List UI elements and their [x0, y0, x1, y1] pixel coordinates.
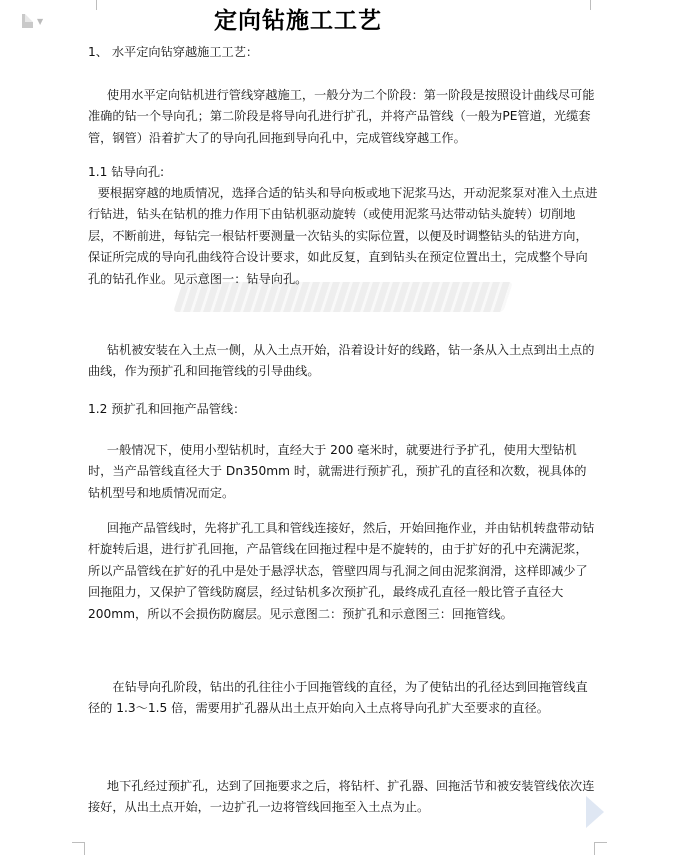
- paragraph: 回拖产品管线时，先将扩孔工具和管线连接好，然后，开始回拖作业，并由钻机转盘带动钻杆旋转后退，进行扩孔回拖，产品管线在回拖过程中是不旋转的，由于扩好的孔中充满泥浆，所以产品管线在扩好的孔中是处于悬浮状态，管壁四周与孔洞之间由泥浆润滑，这样即减少了回拖阻力，又保护了管线防腐层，经过钻机多次预扩孔，最终成孔直径一般比管子直径大 200mm，所以不会损伤防腐层。见示意图二：预扩孔和示意图三：回拖管线。: [88, 521, 595, 621]
- paragraph: 钻机被安装在入土点一侧，从入土点开始，沿着设计好的线路，钻一条从入土点到出土点的曲线，作为预扩孔和回拖管线的引导曲线。: [88, 343, 595, 379]
- document-menu[interactable]: [22, 14, 43, 28]
- paragraph: 地下孔经过预扩孔，达到了回拖要求之后，将钻杆、扩孔器、回拖活节和被安装管线依次连接好，从出土点开始，一边扩孔一边将管线回拖至入土点为止。: [88, 779, 595, 815]
- section-heading: 1.2 预扩孔和回拖产品管线：: [88, 402, 246, 416]
- document-icon: [22, 14, 33, 28]
- page-corner-mark: [594, 842, 607, 855]
- page-title: 定向钻施工工艺: [214, 8, 382, 34]
- paragraph: 要根据穿越的地质情况，选择合适的钻头和导向板或地下泥浆马达，开动泥浆泵对准入土点进行钻进，钻头在钻机的推力作用下由钻机驱动旋转（或使用泥浆马达带动钻头旋转）切削地层，不断前进，每钻完一根钻杆要测量一次钻头的实际位置，以便及时调整钻头的钻进方向，保证所完成的导向孔曲线符合设计要求，如此反复，直到钻头在预定位置出土，完成整个导向孔的钻孔作业。见示意图一：钻导向孔。: [88, 186, 598, 286]
- dropdown-arrow-icon: ▼: [37, 16, 44, 26]
- paragraph: 一般情况下，使用小型钻机时，直经大于 200 毫米时，就要进行予扩孔，使用大型钻机时，当产品管线直径大于 Dn350mm 时，就需进行预扩孔，预扩孔的直径和次数，视具体的钻机型号和地质情况而定。: [88, 443, 587, 500]
- page-corner-mark: [72, 842, 85, 855]
- paragraph: 使用水平定向钻机进行管线穿越施工，一般分为二个阶段：第一阶段是按照设计曲线尽可能准确的钻一个导向孔；第二阶段是将导向孔进行扩孔，并将产品管线（一般为PE管道，光缆套管，钢管）沿着扩大了的导向孔回拖到导向孔中，完成管线穿越工作。: [88, 88, 595, 145]
- paragraph: 在钻导向孔阶段，钻出的孔往往小于回拖管线的直径，为了使钻出的孔径达到回拖管线直径的 1.3～1.5 倍，需要用扩孔器从出土点开始向入土点将导向孔扩大至要求的直径。: [88, 680, 588, 716]
- section-heading: 1、 水平定向钻穿越施工工艺：: [88, 45, 259, 59]
- section-heading: 1.1 钻导向孔:: [88, 165, 165, 179]
- page-corner-mark: [590, 0, 603, 10]
